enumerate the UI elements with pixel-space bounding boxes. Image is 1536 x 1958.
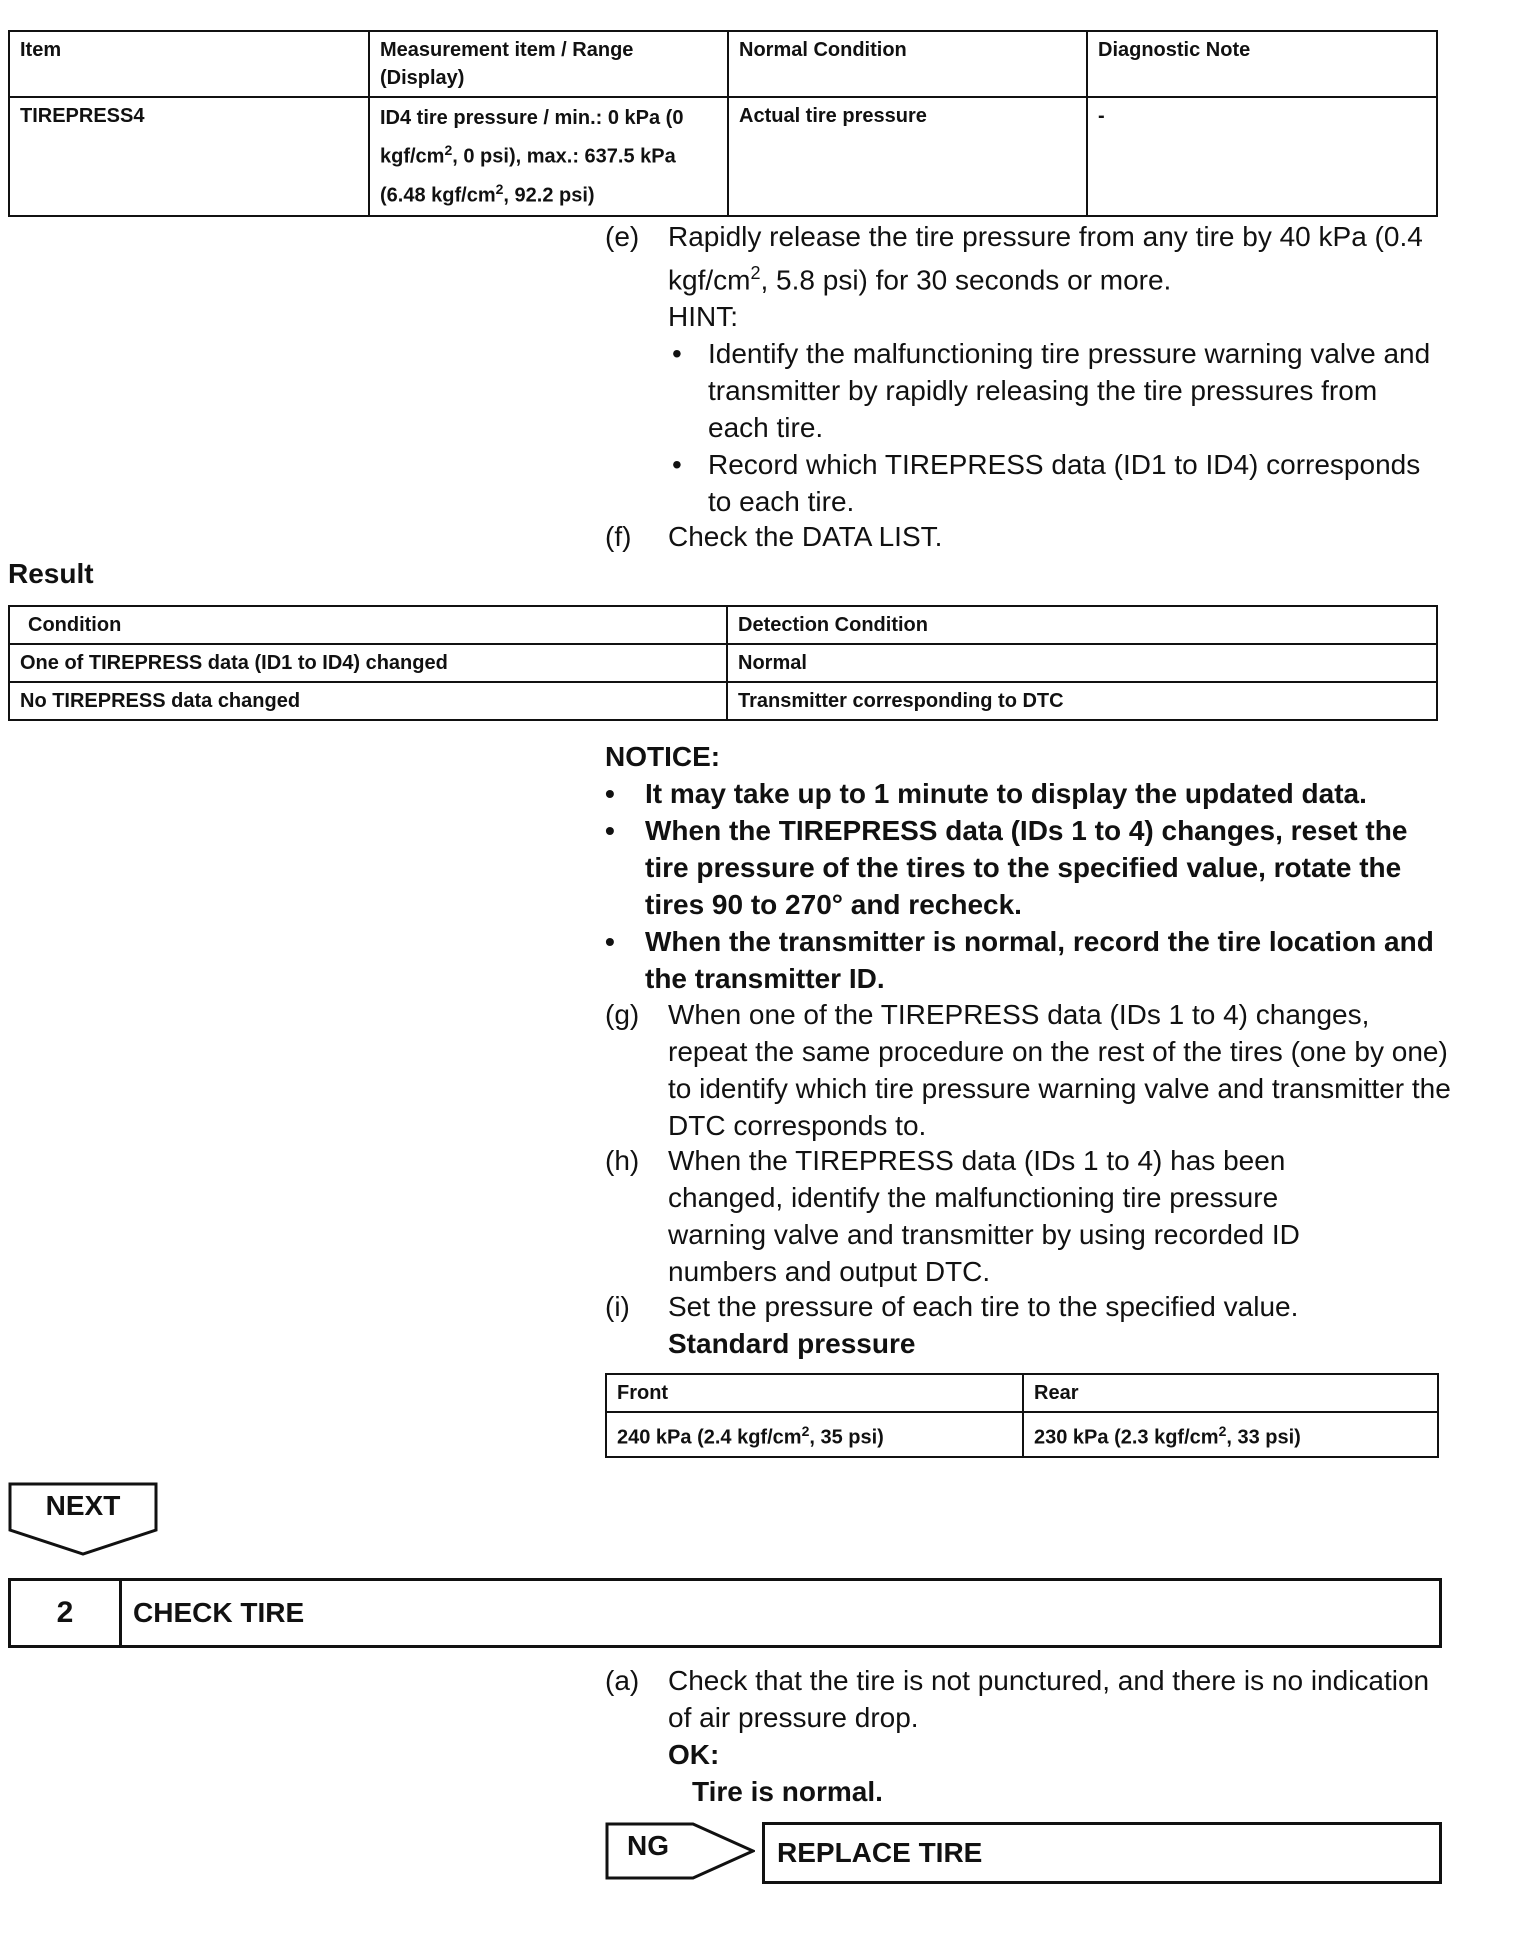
cell-note: - [1087, 97, 1437, 216]
notice-item: • It may take up to 1 minute to display the updated data. [605, 778, 1367, 809]
header-normal: Normal Condition [728, 31, 1087, 97]
notice-item: • When the TIREPRESS data (IDs 1 to 4) changes, reset the tire pressure of the tires to the specified value, rotate the tires 90 to 270° and recheck. [605, 815, 1408, 920]
standard-pressure-table [605, 1373, 1439, 1458]
hint-item: • Identify the malfunctioning tire pressure warning valve and transmitter by rapidly releasing the tire pressures from each tire. [672, 338, 1431, 444]
table-header-row [9, 31, 1437, 97]
table-row: No TIREPRESS data changed Transmitter corresponding to DTC [9, 682, 1437, 720]
hint-title: HINT: [668, 301, 738, 333]
replace-tire-label: REPLACE TIRE [777, 1837, 983, 1868]
ok-title: OK: [668, 1739, 720, 1770]
header-rear: Rear [1023, 1374, 1438, 1412]
cell-item: TIREPRESS4 [9, 97, 369, 216]
cell-normal: Actual tire pressure [728, 97, 1087, 216]
next-button[interactable] [8, 1482, 158, 1556]
table-header-row [606, 1374, 1438, 1412]
table-row [9, 97, 1437, 216]
section-number: 2 [11, 1581, 122, 1645]
header-condition: Condition [9, 606, 727, 644]
step-e-text: Rapidly release the tire pressure from any tire by 40 kPa (0.4 kgf/$cm^2$, 5.8 psi) for 30 seconds or more. [668, 221, 1423, 296]
ok-text: Tire is normal. [692, 1776, 883, 1807]
ng-label: NG [627, 1830, 669, 1861]
section-title: CHECK TIRE [133, 1597, 305, 1628]
standard-pressure-title: Standard pressure [668, 1328, 916, 1359]
result-table [8, 605, 1438, 721]
replace-tire-box[interactable] [762, 1822, 1442, 1884]
table-header-row [9, 606, 1437, 644]
header-measurement: Measurement item / Range (Display) [369, 31, 728, 97]
front-pressure: 240 kPa (2.4 kgf/$cm^2$, 35 psi) [606, 1412, 1023, 1457]
notice-item: • When the transmitter is normal, record the tire location and the transmitter ID. [605, 926, 1434, 994]
header-diagnostic: Diagnostic Note [1087, 31, 1437, 97]
next-label: NEXT [45, 1490, 121, 1521]
ng-button[interactable] [605, 1822, 755, 1880]
data-list-table [8, 30, 1438, 217]
table-row [606, 1412, 1438, 1457]
hint-item: • Record which TIREPRESS data (ID1 to ID4) corresponds to each tire. [672, 449, 1421, 518]
header-item: Item [9, 31, 369, 97]
section-header [8, 1578, 1442, 1648]
header-front: Front [606, 1374, 1023, 1412]
rear-pressure: 230 kPa (2.3 kgf/$cm^2$, 33 psi) [1023, 1412, 1438, 1457]
notice-block [605, 738, 1445, 997]
notice-title: NOTICE: [605, 741, 721, 772]
result-heading: Result [8, 558, 94, 589]
cell-range: ID4 tire pressure / min.: 0 kPa (0 kgf/$cm^2$, 0 psi), max.: 637.5 kPa (6.48 kgf/$cm^2$, 92.2 psi) [369, 97, 728, 216]
header-detection: Detection Condition [727, 606, 1437, 644]
table-row: One of TIREPRESS data (ID1 to ID4) changed Normal [9, 644, 1437, 682]
